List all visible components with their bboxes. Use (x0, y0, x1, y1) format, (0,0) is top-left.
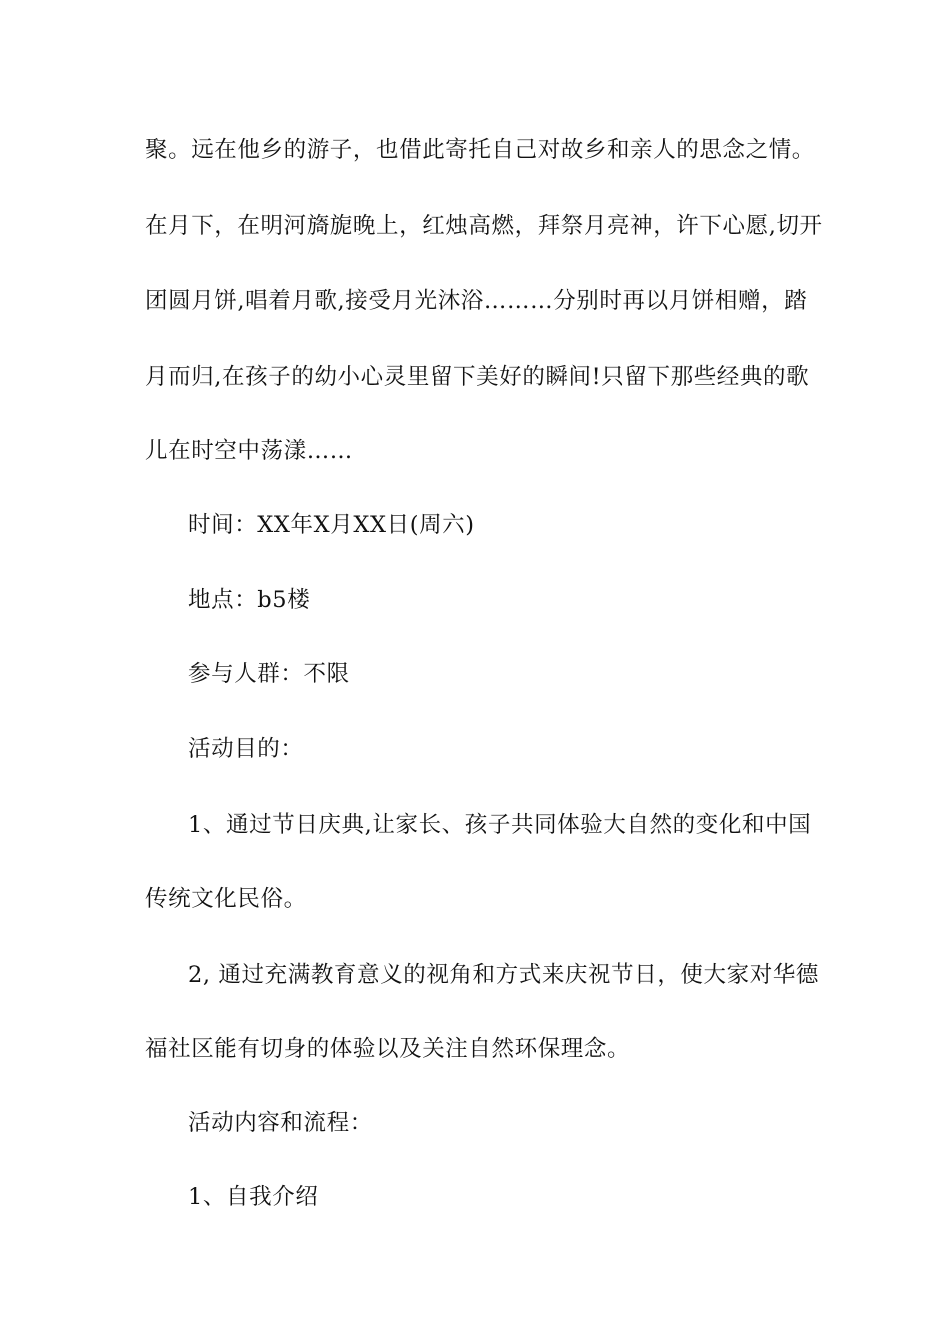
section-heading-purpose: 活动目的： (188, 736, 304, 762)
event-location: 地点：b5楼 (188, 587, 311, 613)
paragraph-line: 月而归,在孩子的幼小心灵里留下美好的瞬间!只留下那些经典的歌 (145, 364, 810, 390)
content-item-1: 1、自我介绍 (188, 1184, 319, 1210)
section-heading-content: 活动内容和流程： (188, 1110, 373, 1136)
paragraph-line: 在月下，在明河旖旎晚上，红烛高燃，拜祭月亮神，许下心愿,切开 (145, 213, 823, 239)
event-participants: 参与人群：不限 (188, 661, 350, 687)
purpose-item-2-line: 2, 通过充满教育意义的视角和方式来庆祝节日，使大家对华德 (188, 962, 820, 988)
event-time: 时间：XX年X月XX日(周六) (188, 512, 475, 538)
paragraph-line: 聚。远在他乡的游子，也借此寄托自己对故乡和亲人的思念之情。 (145, 137, 815, 163)
paragraph-line: 团圆月饼,唱着月歌,接受月光沐浴………分别时再以月饼相赠，踏 (145, 288, 808, 314)
purpose-item-1-line: 传统文化民俗。 (145, 886, 307, 912)
paragraph-line: 儿在时空中荡漾…… (145, 438, 353, 464)
purpose-item-2-line: 福社区能有切身的体验以及关注自然环保理念。 (145, 1036, 631, 1062)
purpose-item-1-line: 1、通过节日庆典,让家长、孩子共同体验大自然的变化和中国 (188, 812, 812, 838)
